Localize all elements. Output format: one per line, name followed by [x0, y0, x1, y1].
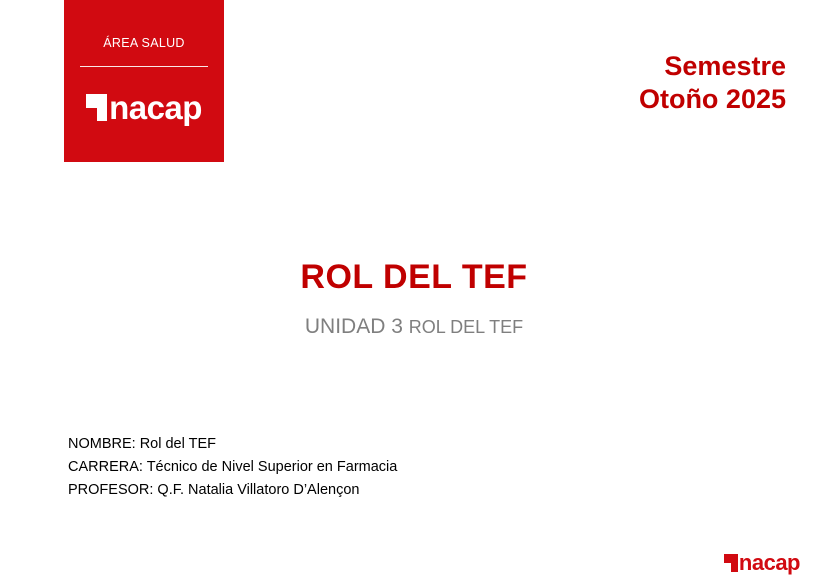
inacap-logo	[86, 87, 202, 126]
page-title: ROL DEL TEF	[300, 258, 528, 296]
subtitle-unit: UNIDAD 3	[304, 315, 409, 338]
logo-divider	[80, 66, 208, 67]
footer-inacap-wordmark-text: nacap	[738, 550, 800, 575]
subtitle-rest: ROL DEL TEF	[408, 317, 524, 337]
page-subtitle	[0, 315, 828, 339]
semester-line-2: Otoño 2025	[638, 84, 786, 114]
inacap-mark-icon	[86, 94, 107, 121]
detail-nombre: NOMBRE: Rol del TEF	[68, 436, 216, 452]
semester-heading	[639, 50, 786, 116]
inacap-wordmark-text: nacap	[109, 89, 202, 126]
footer-inacap-logo	[724, 550, 800, 575]
area-label: ÁREA SALUD	[103, 36, 185, 50]
semester-line-1: Semestre	[664, 51, 786, 81]
detail-profesor: PROFESOR: Q.F. Natalia Villatoro D’Alençon	[68, 482, 360, 498]
inacap-mark-icon	[724, 554, 738, 572]
details-block	[68, 433, 397, 502]
header-logo-block	[64, 0, 224, 162]
detail-carrera: CARRERA: Técnico de Nivel Superior en Farmacia	[68, 459, 398, 475]
